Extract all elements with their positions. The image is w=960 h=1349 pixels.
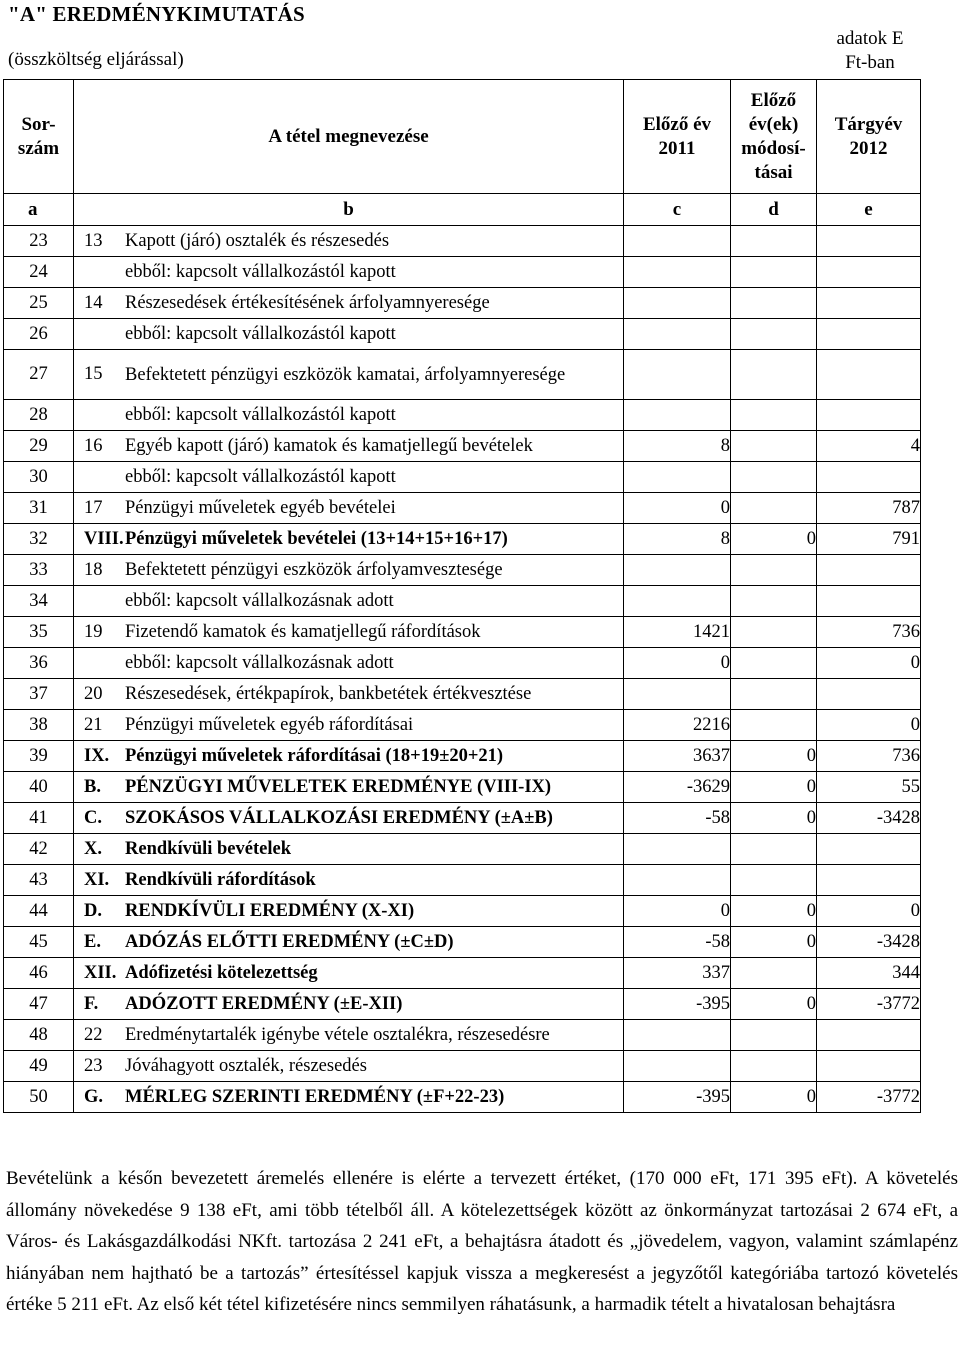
- col-letter-b: b: [74, 194, 624, 226]
- value-d: [731, 288, 817, 319]
- item-label: Pénzügyi műveletek egyéb bevételei: [125, 498, 396, 518]
- row-number: 30: [4, 462, 74, 493]
- value-d: 0: [731, 803, 817, 834]
- item-code: X.: [84, 838, 102, 859]
- item-code: 14: [84, 292, 103, 313]
- table-row: [4, 958, 921, 989]
- value-c: [624, 1020, 731, 1051]
- item-name-cell: [74, 741, 624, 772]
- item-label: Fizetendő kamatok és kamatjellegű ráfordítások: [125, 622, 481, 642]
- table-row: [4, 493, 921, 524]
- row-number: 34: [4, 586, 74, 617]
- item-code: E.: [84, 931, 101, 952]
- value-c: 0: [624, 648, 731, 679]
- value-e: [817, 834, 921, 865]
- col-header-megnevezes: A tétel megnevezése: [74, 80, 624, 194]
- value-e: [817, 400, 921, 431]
- row-number: 31: [4, 493, 74, 524]
- item-code: 19: [84, 621, 103, 642]
- table-row: [4, 741, 921, 772]
- value-e: 791: [817, 524, 921, 555]
- value-e: [817, 555, 921, 586]
- row-number: 25: [4, 288, 74, 319]
- value-c: [624, 679, 731, 710]
- item-name-cell: [74, 1082, 624, 1113]
- item-code: 17: [84, 497, 103, 518]
- table-row: [4, 226, 921, 257]
- item-code: IX.: [84, 745, 110, 766]
- value-d: [731, 617, 817, 648]
- value-d: 0: [731, 741, 817, 772]
- value-d: [731, 1020, 817, 1051]
- row-number: 28: [4, 400, 74, 431]
- table-row: [4, 586, 921, 617]
- value-d: 0: [731, 989, 817, 1020]
- item-label: Rendkívüli bevételek: [125, 839, 291, 859]
- item-label: Befektetett pénzügyi eszközök kamatai, árfolyamnyeresége: [125, 364, 566, 385]
- row-number: 37: [4, 679, 74, 710]
- item-code: 15: [84, 364, 103, 384]
- table-row: [4, 350, 921, 400]
- col-letter-e: e: [817, 194, 921, 226]
- item-label: Pénzügyi műveletek egyéb ráfordításai: [125, 715, 414, 735]
- col-header-elozo-ev: Előző év 2011: [624, 80, 731, 194]
- col-header-targyev: Tárgyév 2012: [817, 80, 921, 194]
- row-number: 24: [4, 257, 74, 288]
- value-c: [624, 257, 731, 288]
- item-name-cell: [74, 555, 624, 586]
- value-e: 344: [817, 958, 921, 989]
- item-label: ebből: kapcsolt vállalkozástól kapott: [125, 262, 396, 282]
- item-name-cell: [74, 834, 624, 865]
- value-e: [817, 679, 921, 710]
- value-c: 0: [624, 493, 731, 524]
- value-d: [731, 958, 817, 989]
- value-e: [817, 226, 921, 257]
- value-c: 8: [624, 431, 731, 462]
- value-c: [624, 586, 731, 617]
- page-subtitle: (összköltség eljárással): [8, 49, 184, 70]
- value-e: [817, 1051, 921, 1082]
- table-row: [4, 431, 921, 462]
- item-label: Részesedések, értékpapírok, bankbetétek értékvesztése: [125, 684, 532, 704]
- item-label: Pénzügyi műveletek ráfordításai (18+19±20+21): [125, 746, 504, 766]
- item-label: ebből: kapcsolt vállalkozásnak adott: [125, 591, 394, 611]
- item-code: 22: [84, 1024, 103, 1045]
- value-d: [731, 350, 817, 400]
- value-d: 0: [731, 1082, 817, 1113]
- table-row: [4, 772, 921, 803]
- item-label: ebből: kapcsolt vállalkozásnak adott: [125, 653, 394, 673]
- item-label: ebből: kapcsolt vállalkozástól kapott: [125, 467, 396, 487]
- value-e: 787: [817, 493, 921, 524]
- table-row: [4, 400, 921, 431]
- item-name-cell: [74, 462, 624, 493]
- item-label: ebből: kapcsolt vállalkozástól kapott: [125, 405, 396, 425]
- value-c: 8: [624, 524, 731, 555]
- item-code: D.: [84, 900, 102, 921]
- item-label: Részesedések értékesítésének árfolyamnyeresége: [125, 293, 490, 313]
- units-line-2: Ft-ban: [845, 52, 895, 73]
- item-code: VIII.: [84, 528, 124, 549]
- table-row: [4, 1020, 921, 1051]
- value-e: [817, 1020, 921, 1051]
- item-label: MÉRLEG SZERINTI EREDMÉNY (±F+22-23): [125, 1087, 505, 1107]
- item-name-cell: [74, 989, 624, 1020]
- table-row: [4, 524, 921, 555]
- value-e: 0: [817, 710, 921, 741]
- col-letter-d: d: [731, 194, 817, 226]
- value-c: -3629: [624, 772, 731, 803]
- letter-row: [4, 194, 921, 226]
- row-number: 42: [4, 834, 74, 865]
- table-row: [4, 927, 921, 958]
- item-code: 23: [84, 1055, 103, 1076]
- value-c: [624, 226, 731, 257]
- item-label: ADÓZOTT EREDMÉNY (±E-XII): [125, 994, 403, 1014]
- value-c: -58: [624, 927, 731, 958]
- item-code: XI.: [84, 869, 110, 890]
- value-d: 0: [731, 772, 817, 803]
- row-number: 46: [4, 958, 74, 989]
- item-code: 20: [84, 683, 103, 704]
- row-number: 45: [4, 927, 74, 958]
- col-header-modositas: Előző év(ek) módosí-tásai: [731, 80, 817, 194]
- value-e: [817, 586, 921, 617]
- value-c: [624, 1051, 731, 1082]
- item-code: 18: [84, 559, 103, 580]
- item-name-cell: [74, 257, 624, 288]
- item-code: XII.: [84, 962, 117, 983]
- value-c: [624, 462, 731, 493]
- item-label: Eredménytartalék igénybe vétele osztalékra, részesedésre: [125, 1025, 550, 1045]
- item-label: Kapott (járó) osztalék és részesedés: [125, 231, 390, 251]
- row-number: 27: [4, 350, 74, 400]
- explanation-paragraph: Bevételünk a későn bevezetett áremelés ellenére is elérte a tervezett értéket, (170 000 eFt, 171 395 eFt). A követelés állomány növekedése 9 138 eFt, ami több tételből áll. A kötelezettségek között az önkormányzat tartozásai 2 674 eFt, a Város- és Lakásgazdálkodási NKft. tartozása 2 241 eFt, a behajtásra átadott és „jövedelem, vagyon, valamint számlapénz hiányában nem hajtható be a tartozás” értesítéssel kapjuk vissza a megkeresést a jegyzőtől kategóriába tartozó követelés értéke 5 211 eFt. Az első két tétel kifizetésére nincs semmilyen ráhatásunk, a harmadik tételt a hivatalosan behajtásra: [6, 1168, 958, 1315]
- item-name-cell: [74, 679, 624, 710]
- item-code: B.: [84, 776, 101, 797]
- row-number: 43: [4, 865, 74, 896]
- item-label: Rendkívüli ráfordítások: [125, 870, 316, 890]
- row-number: 33: [4, 555, 74, 586]
- item-name-cell: [74, 350, 624, 400]
- item-name-cell: [74, 803, 624, 834]
- row-number: 47: [4, 989, 74, 1020]
- table-body: [4, 226, 921, 1113]
- table-row: [4, 989, 921, 1020]
- item-code: G.: [84, 1086, 104, 1107]
- value-c: [624, 288, 731, 319]
- item-label: ADÓZÁS ELŐTTI EREDMÉNY (±C±D): [125, 932, 454, 952]
- row-number: 23: [4, 226, 74, 257]
- item-name-cell: [74, 617, 624, 648]
- table-row: [4, 710, 921, 741]
- value-c: [624, 319, 731, 350]
- value-e: [817, 288, 921, 319]
- page-title: "A" EREDMÉNYKIMUTATÁS: [8, 2, 305, 26]
- value-d: [731, 1051, 817, 1082]
- item-code: 16: [84, 435, 103, 456]
- value-e: [817, 462, 921, 493]
- value-d: [731, 710, 817, 741]
- value-d: [731, 431, 817, 462]
- item-name-cell: [74, 865, 624, 896]
- value-d: 0: [731, 927, 817, 958]
- item-name-cell: [74, 493, 624, 524]
- item-label: ebből: kapcsolt vállalkozástól kapott: [125, 324, 396, 344]
- value-e: -3428: [817, 803, 921, 834]
- value-e: 736: [817, 741, 921, 772]
- item-code: 13: [84, 230, 103, 251]
- value-e: -3772: [817, 989, 921, 1020]
- value-d: [731, 462, 817, 493]
- item-label: Pénzügyi műveletek bevételei (13+14+15+16+17): [125, 529, 508, 549]
- item-name-cell: [74, 710, 624, 741]
- value-c: [624, 834, 731, 865]
- value-e: [817, 350, 921, 400]
- value-e: [817, 319, 921, 350]
- row-number: 39: [4, 741, 74, 772]
- row-number: 50: [4, 1082, 74, 1113]
- item-name-cell: [74, 927, 624, 958]
- row-number: 35: [4, 617, 74, 648]
- value-d: [731, 226, 817, 257]
- value-c: 3637: [624, 741, 731, 772]
- value-d: [731, 834, 817, 865]
- row-number: 41: [4, 803, 74, 834]
- table-row: [4, 1051, 921, 1082]
- income-statement-table: [3, 79, 921, 1113]
- table-row: [4, 803, 921, 834]
- value-d: [731, 493, 817, 524]
- table-row: [4, 555, 921, 586]
- value-e: -3772: [817, 1082, 921, 1113]
- table-row: [4, 617, 921, 648]
- value-d: [731, 648, 817, 679]
- item-label: RENDKÍVÜLI EREDMÉNY (X-XI): [125, 901, 415, 921]
- item-name-cell: [74, 288, 624, 319]
- item-name-cell: [74, 400, 624, 431]
- value-c: [624, 555, 731, 586]
- value-c: 0: [624, 896, 731, 927]
- value-c: -395: [624, 1082, 731, 1113]
- value-c: [624, 400, 731, 431]
- units-line-1: adatok E: [836, 28, 904, 49]
- item-name-cell: [74, 648, 624, 679]
- table-row: [4, 865, 921, 896]
- table-row: [4, 319, 921, 350]
- item-code: C.: [84, 807, 102, 828]
- value-c: [624, 865, 731, 896]
- table-row: [4, 896, 921, 927]
- col-letter-a: a: [4, 194, 74, 226]
- item-name-cell: [74, 896, 624, 927]
- value-d: [731, 865, 817, 896]
- table-row: [4, 288, 921, 319]
- row-number: 32: [4, 524, 74, 555]
- value-d: 0: [731, 524, 817, 555]
- value-e: 55: [817, 772, 921, 803]
- value-d: [731, 679, 817, 710]
- item-name-cell: [74, 431, 624, 462]
- item-code: 21: [84, 714, 103, 735]
- row-number: 38: [4, 710, 74, 741]
- value-e: -3428: [817, 927, 921, 958]
- table-row: [4, 648, 921, 679]
- value-c: 337: [624, 958, 731, 989]
- item-name-cell: [74, 772, 624, 803]
- item-name-cell: [74, 1051, 624, 1082]
- table-row: [4, 679, 921, 710]
- item-label: Jóváhagyott osztalék, részesedés: [125, 1056, 367, 1076]
- row-number: 49: [4, 1051, 74, 1082]
- value-e: [817, 257, 921, 288]
- row-number: 36: [4, 648, 74, 679]
- row-number: 29: [4, 431, 74, 462]
- value-e: 4: [817, 431, 921, 462]
- value-c: -395: [624, 989, 731, 1020]
- value-c: [624, 350, 731, 400]
- value-c: 1421: [624, 617, 731, 648]
- table-row: [4, 834, 921, 865]
- table-row: [4, 462, 921, 493]
- item-label: SZOKÁSOS VÁLLALKOZÁSI EREDMÉNY (±A±B): [125, 808, 553, 828]
- header-row: [4, 80, 921, 194]
- item-label: Egyéb kapott (járó) kamatok és kamatjellegű bevételek: [125, 436, 533, 456]
- value-e: 0: [817, 896, 921, 927]
- row-number: 44: [4, 896, 74, 927]
- item-name-cell: [74, 586, 624, 617]
- row-number: 40: [4, 772, 74, 803]
- value-c: -58: [624, 803, 731, 834]
- item-name-cell: [74, 1020, 624, 1051]
- item-name-cell: [74, 226, 624, 257]
- value-c: 2216: [624, 710, 731, 741]
- value-e: [817, 865, 921, 896]
- value-e: 736: [817, 617, 921, 648]
- table-row: [4, 1082, 921, 1113]
- item-label: PÉNZÜGYI MŰVELETEK EREDMÉNYE (VIII-IX): [125, 777, 552, 797]
- col-header-sorszam: Sor-szám: [4, 80, 74, 194]
- col-letter-c: c: [624, 194, 731, 226]
- item-code: F.: [84, 993, 99, 1014]
- value-d: [731, 400, 817, 431]
- value-e: 0: [817, 648, 921, 679]
- item-name-cell: [74, 524, 624, 555]
- item-label: Adófizetési kötelezettség: [125, 963, 318, 983]
- value-d: [731, 257, 817, 288]
- value-d: [731, 319, 817, 350]
- item-label: Befektetett pénzügyi eszközök árfolyamvesztesége: [125, 560, 503, 580]
- value-d: 0: [731, 896, 817, 927]
- units-note: [820, 27, 920, 75]
- table-row: [4, 257, 921, 288]
- item-name-cell: [74, 958, 624, 989]
- value-d: [731, 586, 817, 617]
- item-name-cell: [74, 319, 624, 350]
- row-number: 26: [4, 319, 74, 350]
- row-number: 48: [4, 1020, 74, 1051]
- value-d: [731, 555, 817, 586]
